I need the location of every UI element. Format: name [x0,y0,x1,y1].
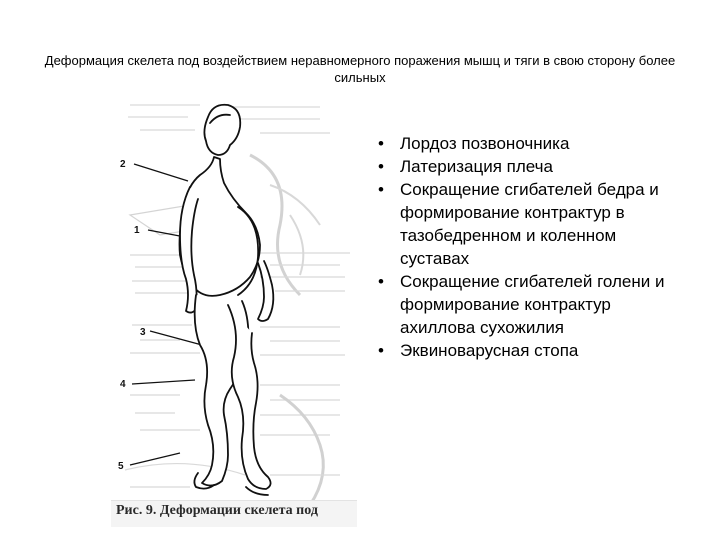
marker-4: 4 [120,379,126,390]
bullet-item: • Эквиноварусная стопа [374,339,674,362]
marker-2: 2 [120,159,126,170]
marker-3: 3 [140,327,146,338]
bullet-item: • Лордоз позвоночника [374,132,674,155]
slide-title: Деформация скелета под воздействием неравномерного поражения мышц и тяги в свою сторону более сильных [44,53,676,85]
marker-5: 5 [118,461,124,472]
figure-caption: Рис. 9. Деформации скелета под [116,503,318,518]
figure-illustration [110,95,358,527]
marker-1: 1 [134,225,140,236]
bullet-item: • Сокращение сгибателей голени и формирование контрактур ахиллова сухожилия [374,270,674,339]
bullet-item: • Сокращение сгибателей бедра и формирование контрактур в тазобедренном и коленном суставах [374,178,674,270]
bullet-item: • Латеризация плеча [374,155,674,178]
deformed-body-figure [180,105,274,495]
skeleton-deformation-figure [110,95,358,527]
bullet-list [374,132,674,362]
